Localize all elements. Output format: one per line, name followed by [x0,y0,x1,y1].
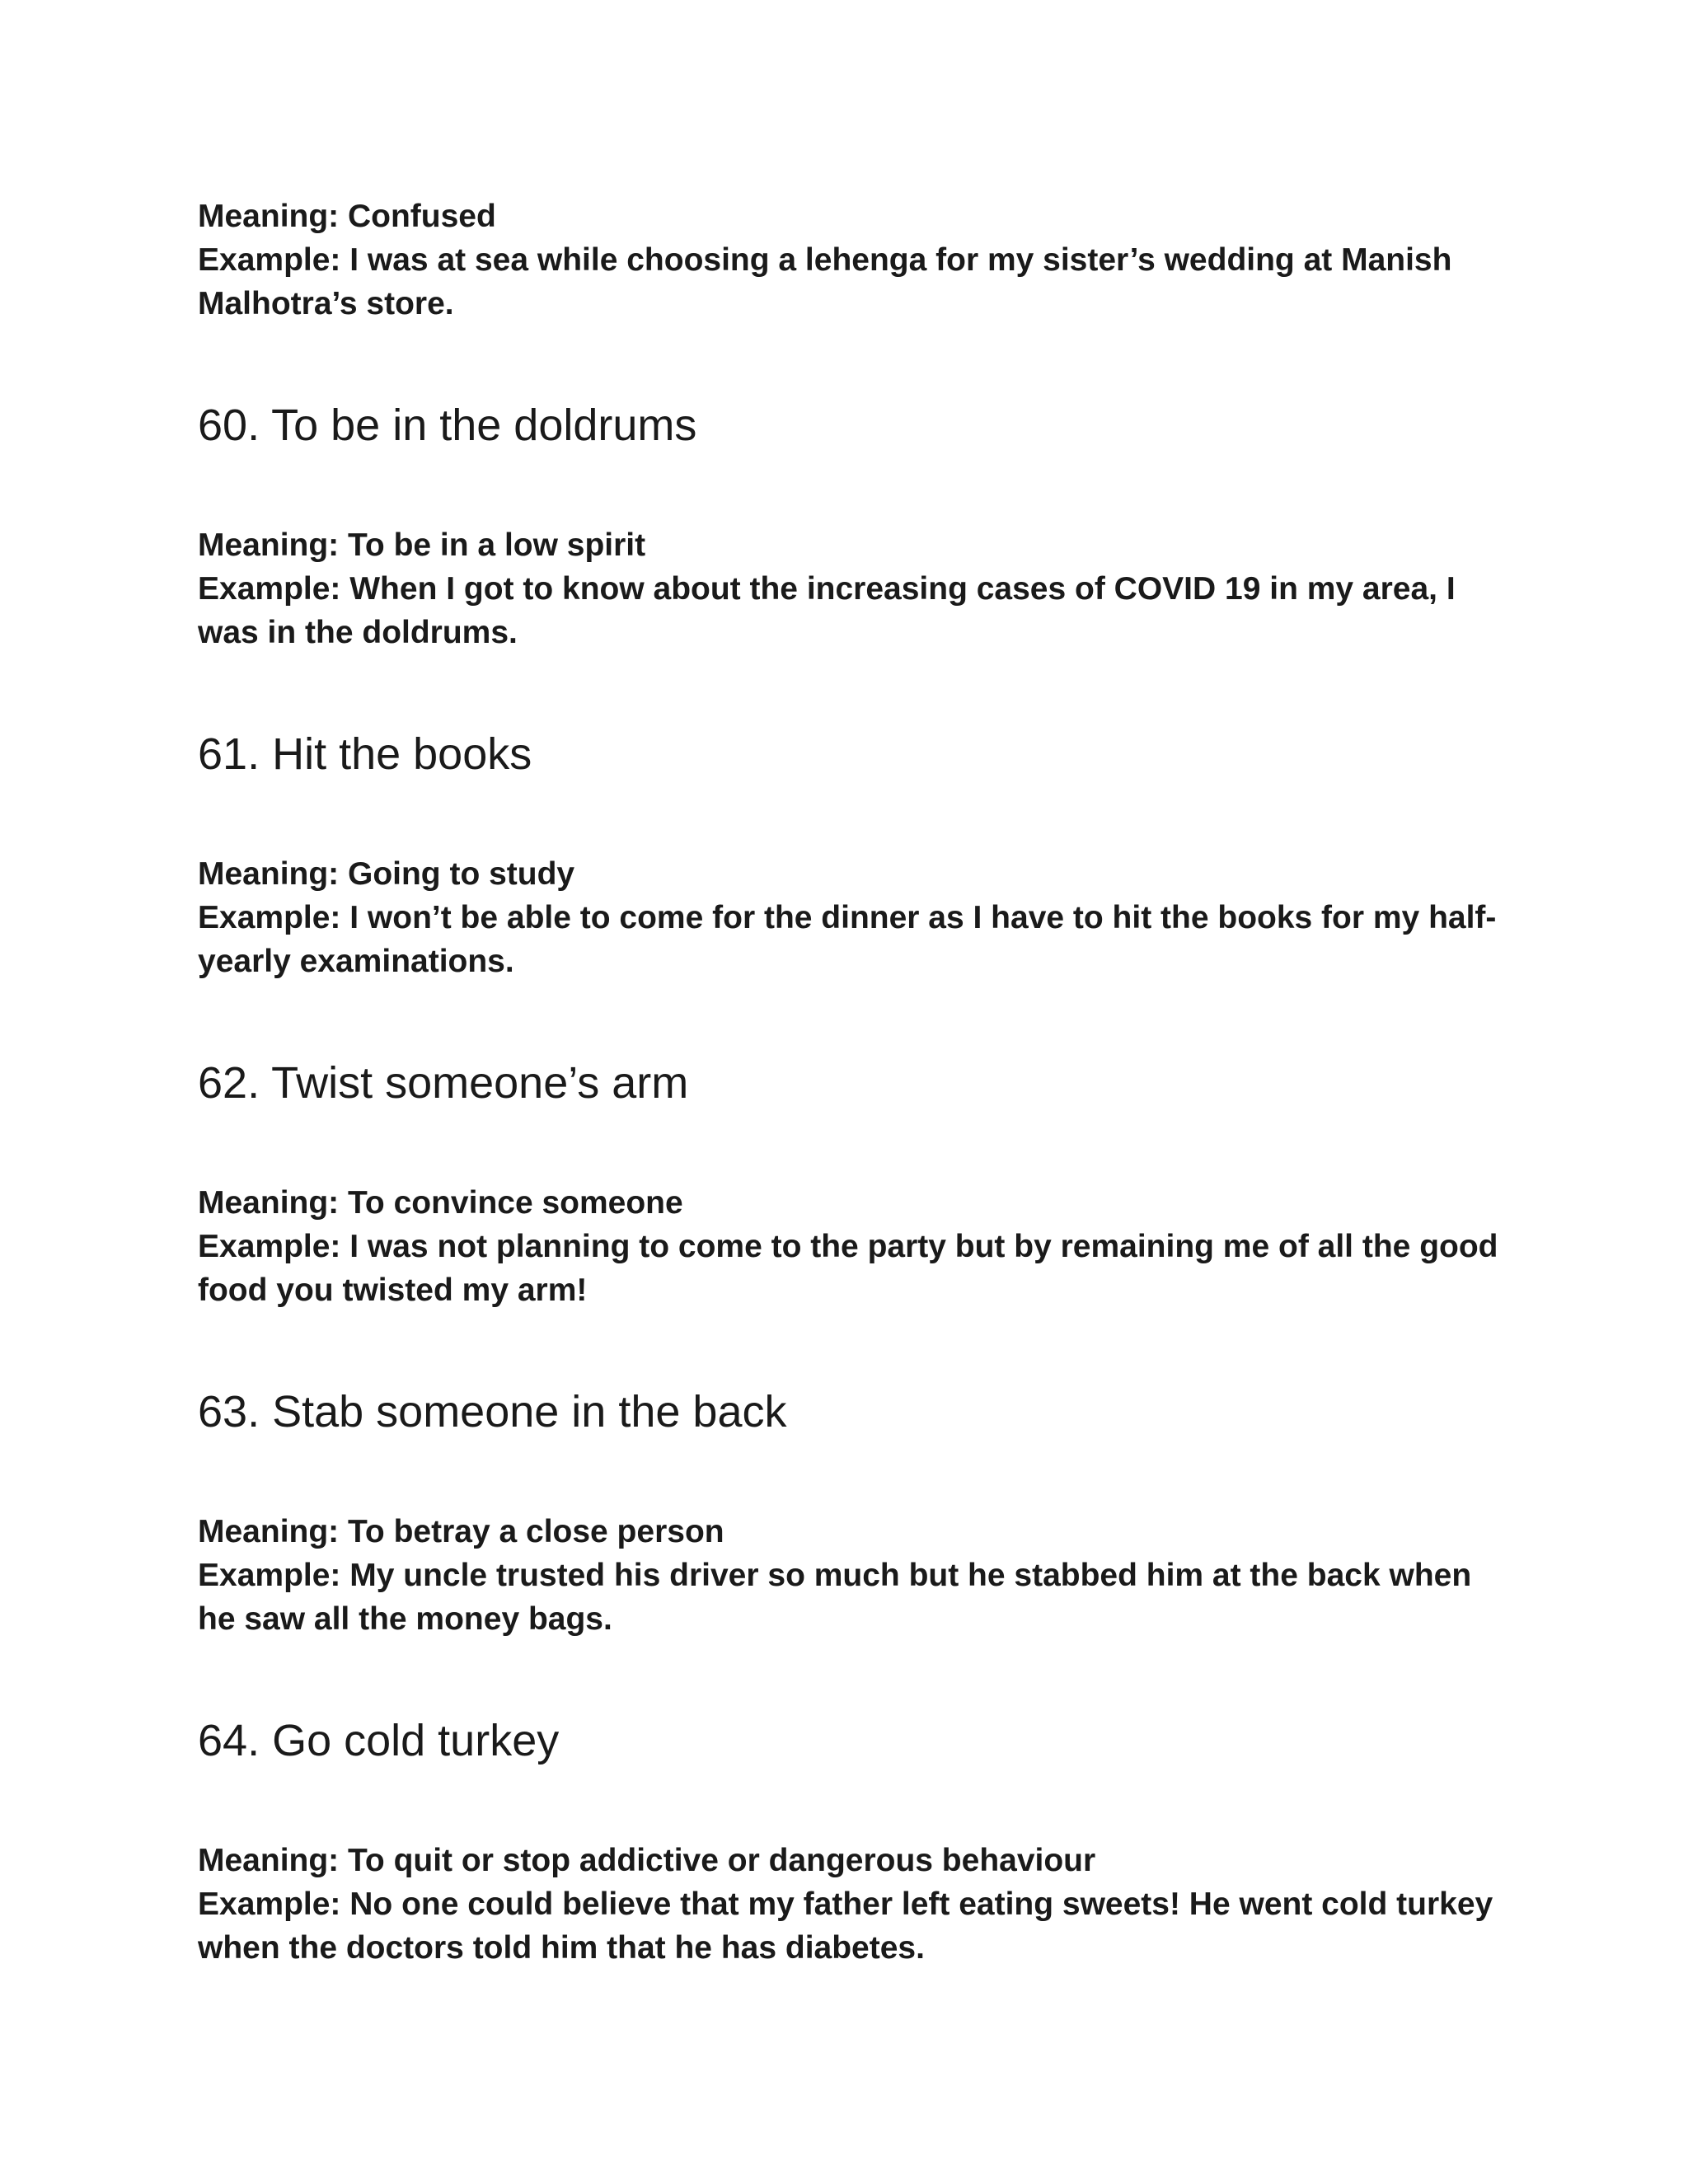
meaning-text: Meaning: To convince someone [198,1185,683,1221]
example-text: Example: I was not planning to come to the party but by remaining me of all the good food you twisted my arm! [198,1229,1498,1308]
idiom-61 [198,728,1500,983]
example-text: Example: No one could believe that my father left eating sweets! He went cold turkey when the doctors told him that he has diabetes. [198,1886,1493,1966]
idiom-59-details [198,194,1500,326]
document-content [198,194,1500,1970]
example-text: Example: I won’t be able to come for the dinner as I have to hit the books for my half-yearly examinations. [198,900,1497,979]
idiom-heading: 63. Stab someone in the back [198,1387,787,1436]
idiom-60 [198,399,1500,654]
example-text: Example: When I got to know about the increasing cases of COVID 19 in my area, I was in the doldrums. [198,571,1456,650]
idiom-62 [198,1057,1500,1312]
meaning-text: Meaning: To quit or stop addictive or dangerous behaviour [198,1843,1096,1878]
meaning-text: Meaning: To betray a close person [198,1514,724,1549]
meaning-text: Meaning: Going to study [198,856,575,892]
meaning-text: Meaning: To be in a low spirit [198,527,646,563]
idiom-heading: 61. Hit the books [198,729,532,779]
idiom-63 [198,1385,1500,1641]
idiom-heading: 60. To be in the doldrums [198,401,697,450]
example-text: Example: I was at sea while choosing a lehenga for my sister’s wedding at Manish Malhotra’s store. [198,242,1452,321]
example-text: Example: My uncle trusted his driver so much but he stabbed him at the back when he saw all the money bags. [198,1558,1472,1637]
idiom-heading: 62. Twist someone’s arm [198,1058,689,1108]
meaning-text: Meaning: Confused [198,199,496,234]
idiom-heading: 64. Go cold turkey [198,1716,560,1765]
idiom-64 [198,1714,1500,1970]
